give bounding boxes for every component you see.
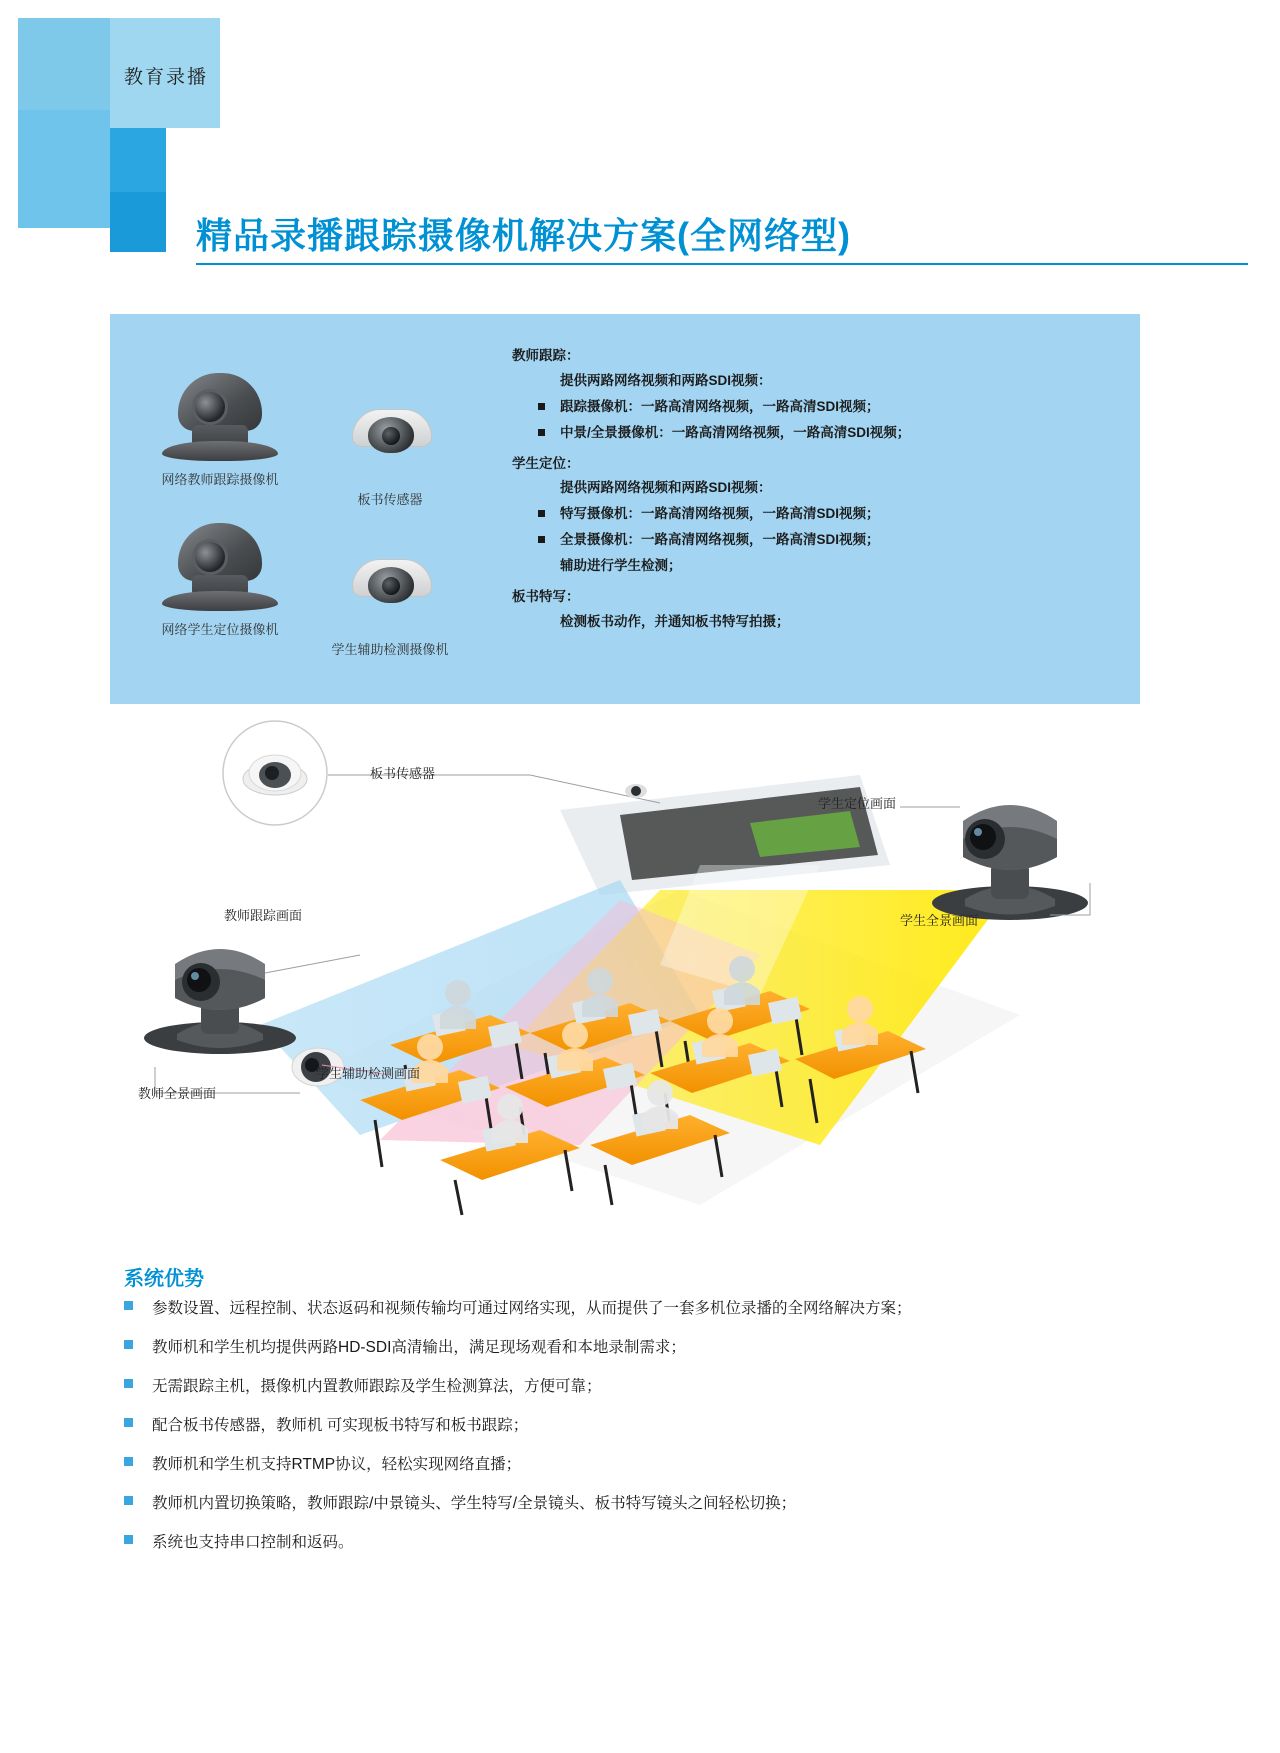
- square-bullet-icon: [124, 1379, 133, 1388]
- spec-section-heading: 学生定位：: [512, 455, 580, 471]
- list-item: [124, 1530, 1184, 1552]
- advantage-text: 教师机和学生机支持RTMP协议，轻松实现网络直播；: [152, 1456, 522, 1473]
- classroom-diagram: [60, 715, 1220, 1225]
- page-title: 精品录播跟踪摄像机解决方案(全网络型): [196, 215, 851, 256]
- advantage-text: 配合板书传感器，教师机 可实现板书特写和板书跟踪；: [152, 1417, 529, 1434]
- square-bullet-icon: [538, 403, 545, 410]
- ptz-camera-icon: [140, 505, 300, 615]
- scene-label-teacher-full: 教师全景画面: [138, 1086, 217, 1101]
- camera-label: 网络学生定位摄像机: [161, 622, 279, 637]
- camera-item-board-sensor: [310, 375, 470, 508]
- scene-label-student-aux: 学生辅助检测画面: [316, 1066, 421, 1081]
- square-bullet-icon: [538, 510, 545, 517]
- camera-label: 板书传感器: [357, 492, 423, 507]
- advantage-text: 教师机和学生机均提供两路HD-SDI高清输出，满足现场观看和本地录制需求；: [152, 1339, 686, 1356]
- specification-list: [512, 348, 1122, 640]
- spec-bullet: [538, 425, 1122, 442]
- spec-bullet-text: 中景/全景摄像机：一路高清网络视频，一路高清SDI视频；: [560, 424, 911, 440]
- spec-bullet: [538, 399, 1122, 416]
- advantages-heading: 系统优势: [124, 1268, 204, 1290]
- scene-label-student-position: 学生定位画面: [818, 796, 897, 811]
- square-bullet-icon: [124, 1418, 133, 1427]
- spec-section-heading: 教师跟踪：: [512, 348, 580, 363]
- advantage-text: 系统也支持串口控制和返码。: [152, 1534, 354, 1551]
- camera-thumbnail-grid: [130, 335, 460, 675]
- spec-section-heading: 板书特写：: [512, 588, 580, 604]
- advantage-text: 参数设置、远程控制、状态返码和视频传输均可通过网络实现，从而提供了一套多机位录播的全网络解决方案；: [152, 1300, 912, 1317]
- camera-item-teacher-tracking: [140, 355, 300, 488]
- square-bullet-icon: [124, 1535, 133, 1544]
- header-category-tag: 教育录播: [124, 67, 209, 88]
- list-item: [124, 1374, 1184, 1396]
- camera-label: 网络教师跟踪摄像机: [161, 472, 279, 487]
- spec-note: 检测板书动作，并通知板书特写拍摄；: [560, 613, 790, 629]
- dome-sensor-icon: [330, 525, 450, 635]
- classroom-illustration: [60, 715, 1220, 1225]
- spec-bullet-text: 特写摄像机：一路高清网络视频，一路高清SDI视频；: [560, 506, 880, 522]
- list-item: [124, 1296, 1184, 1318]
- square-bullet-icon: [538, 536, 545, 543]
- camera-item-student-positioning: [140, 505, 300, 638]
- advantage-text: 教师机内置切换策略，教师跟踪/中景镜头、学生特写/全景镜头、板书特写镜头之间轻松切换；: [152, 1495, 797, 1512]
- camera-label: 学生辅助检测摄像机: [331, 642, 449, 657]
- square-bullet-icon: [124, 1301, 133, 1310]
- spec-bullet: [538, 506, 1122, 523]
- header-decoration-square-5: [110, 192, 166, 252]
- spec-bullet: [538, 532, 1122, 549]
- header-decoration-square-3: [18, 110, 110, 228]
- scene-label-teacher-track: 教师跟踪画面: [224, 908, 303, 923]
- square-bullet-icon: [124, 1496, 133, 1505]
- spec-section-subheading: 提供两路网络视频和两路SDI视频：: [560, 372, 772, 388]
- square-bullet-icon: [538, 429, 545, 436]
- list-item: [124, 1413, 1184, 1435]
- advantages-list: [124, 1296, 1184, 1569]
- square-bullet-icon: [124, 1457, 133, 1466]
- title-underline: [196, 263, 1248, 265]
- spec-bullet-text: 跟踪摄像机：一路高清网络视频，一路高清SDI视频；: [560, 398, 880, 414]
- list-item: [124, 1335, 1184, 1357]
- scene-label-student-full: 学生全景画面: [900, 913, 979, 928]
- dome-sensor-icon: [330, 375, 450, 485]
- header-decoration-square-1: [18, 18, 110, 110]
- spec-bullet-text: 全景摄像机：一路高清网络视频，一路高清SDI视频；: [560, 532, 880, 548]
- ptz-camera-icon: [140, 355, 300, 465]
- spec-note: 辅助进行学生检测；: [560, 558, 682, 573]
- spec-section-subheading: 提供两路网络视频和两路SDI视频：: [560, 480, 772, 496]
- camera-item-student-aux: [310, 525, 470, 658]
- square-bullet-icon: [124, 1340, 133, 1349]
- advantage-text: 无需跟踪主机，摄像机内置教师跟踪及学生检测算法，方便可靠；: [152, 1378, 602, 1395]
- list-item: [124, 1452, 1184, 1474]
- list-item: [124, 1491, 1184, 1513]
- scene-label-board-sensor: 板书传感器: [370, 766, 436, 781]
